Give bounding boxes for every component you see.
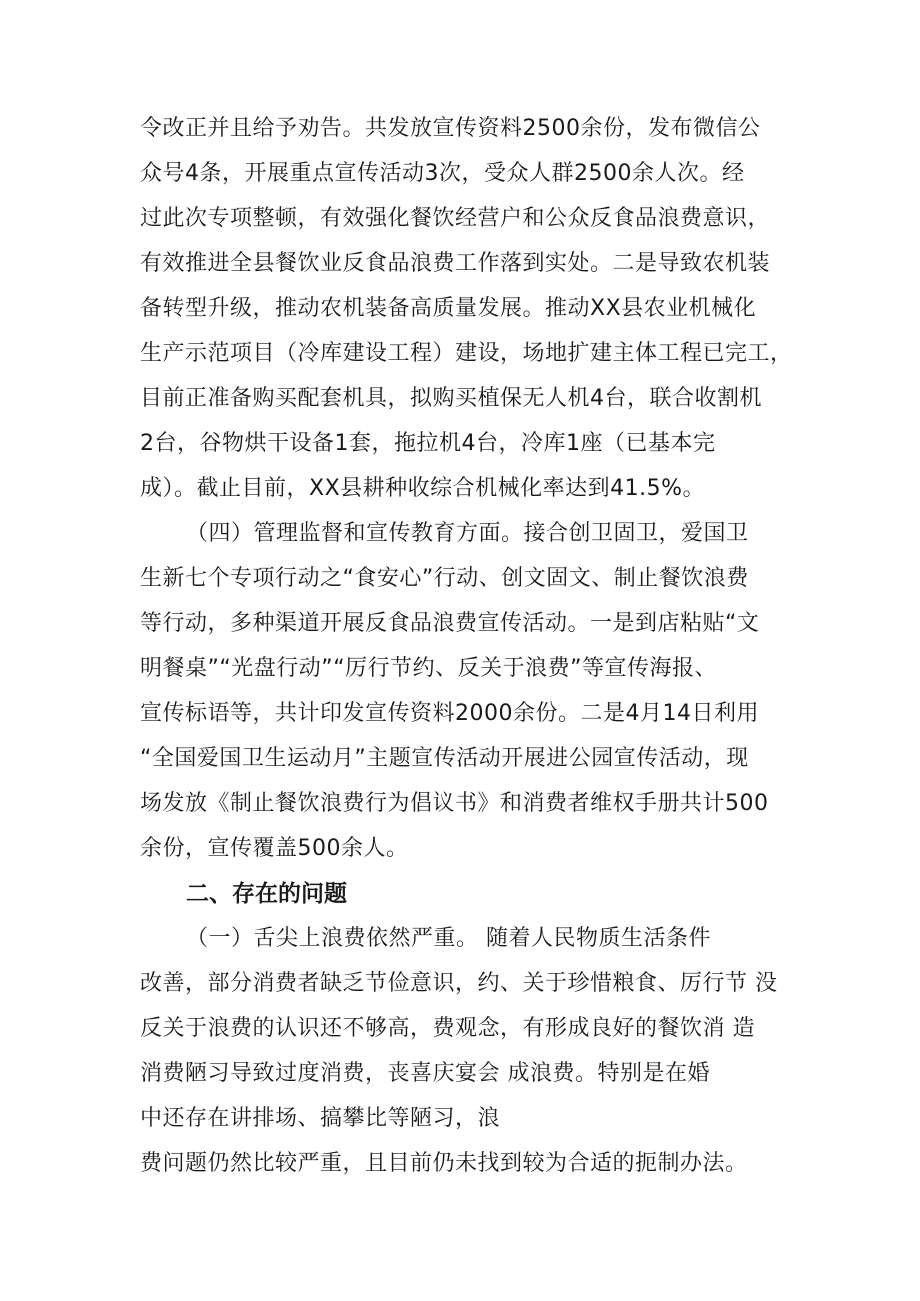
- paragraph-line: 明餐桌”“光盘行动”“厉行节约、反关于浪费”等宣传海报、: [140, 656, 717, 681]
- paragraph-line: 生新七个专项行动之“食安心”行动、创文固文、制止餐饮浪费: [140, 566, 749, 591]
- paragraph-line: 消费陋习导致过度消费，丧喜庆宴会 成浪费。特别是在婚: [140, 1061, 710, 1086]
- paragraph-line: 目前正准备购买配套机具，拟购买植保无人机4台，联合收割机: [140, 386, 762, 411]
- paragraph-line: “全国爱国卫生运动月”主题宣传活动开展进公园宣传活动，现: [140, 746, 749, 771]
- paragraph-line: 众号4条，开展重点宣传活动3次，受众人群2500余人次。经: [140, 161, 745, 186]
- paragraph-line: 成）。截止目前，XX县耕种收综合机械化率达到41.5%。: [140, 476, 706, 501]
- paragraph-line: 反关于浪费的认识还不够高，费观念，有形成良好的餐饮消 造: [140, 1016, 755, 1041]
- paragraph-line: 过此次专项整顿，有效强化餐饮经营户和公众反食品浪费意识，: [140, 206, 771, 231]
- paragraph-line: 有效推进全县餐饮业反食品浪费工作落到实处。二是导致农机装: [140, 251, 771, 276]
- paragraph-line: （四）管理监督和宣传教育方面。接合创卫固卫，爱国卫: [186, 521, 749, 546]
- paragraph-line: （一）舌尖上浪费依然严重。 随着人民物质生活条件: [186, 926, 711, 951]
- paragraph-line: 改善，部分消费者缺乏节俭意识，约、关于珍惜粮食、厉行节 没: [140, 971, 778, 996]
- paragraph-line: 费问题仍然比较严重，且目前仍未找到较为合适的扼制办法。: [140, 1151, 748, 1176]
- paragraph-line: 2台，谷物烘干设备1套，拖拉机4台，冷库1座（已基本完: [140, 431, 716, 456]
- paragraph-line: 生产示范项目（冷库建设工程）建设，场地扩建主体工程已完工，: [140, 341, 793, 366]
- paragraph-line: 备转型升级，推动农机装备高质量发展。推动XX县农业机械化: [140, 296, 757, 321]
- paragraph-line: 宣传标语等，共计印发宣传资料2000余份。二是4月14日利用: [140, 701, 759, 726]
- paragraph-line: 场发放《制止餐饮浪费行为倡议书》和消费者维权手册共计500: [140, 791, 769, 816]
- paragraph-line: 令改正并且给予劝告。共发放宣传资料2500余份，发布微信公: [140, 116, 761, 141]
- paragraph-line: 余份，宣传覆盖500余人。: [140, 836, 409, 861]
- paragraph-line: 等行动，多种渠道开展反食品浪费宣传活动。一是到店粘贴“文: [140, 611, 760, 636]
- section-heading: 二、存在的问题: [186, 881, 347, 907]
- paragraph-line: 中还存在讲排场、搞攀比等陋习，浪: [140, 1106, 501, 1131]
